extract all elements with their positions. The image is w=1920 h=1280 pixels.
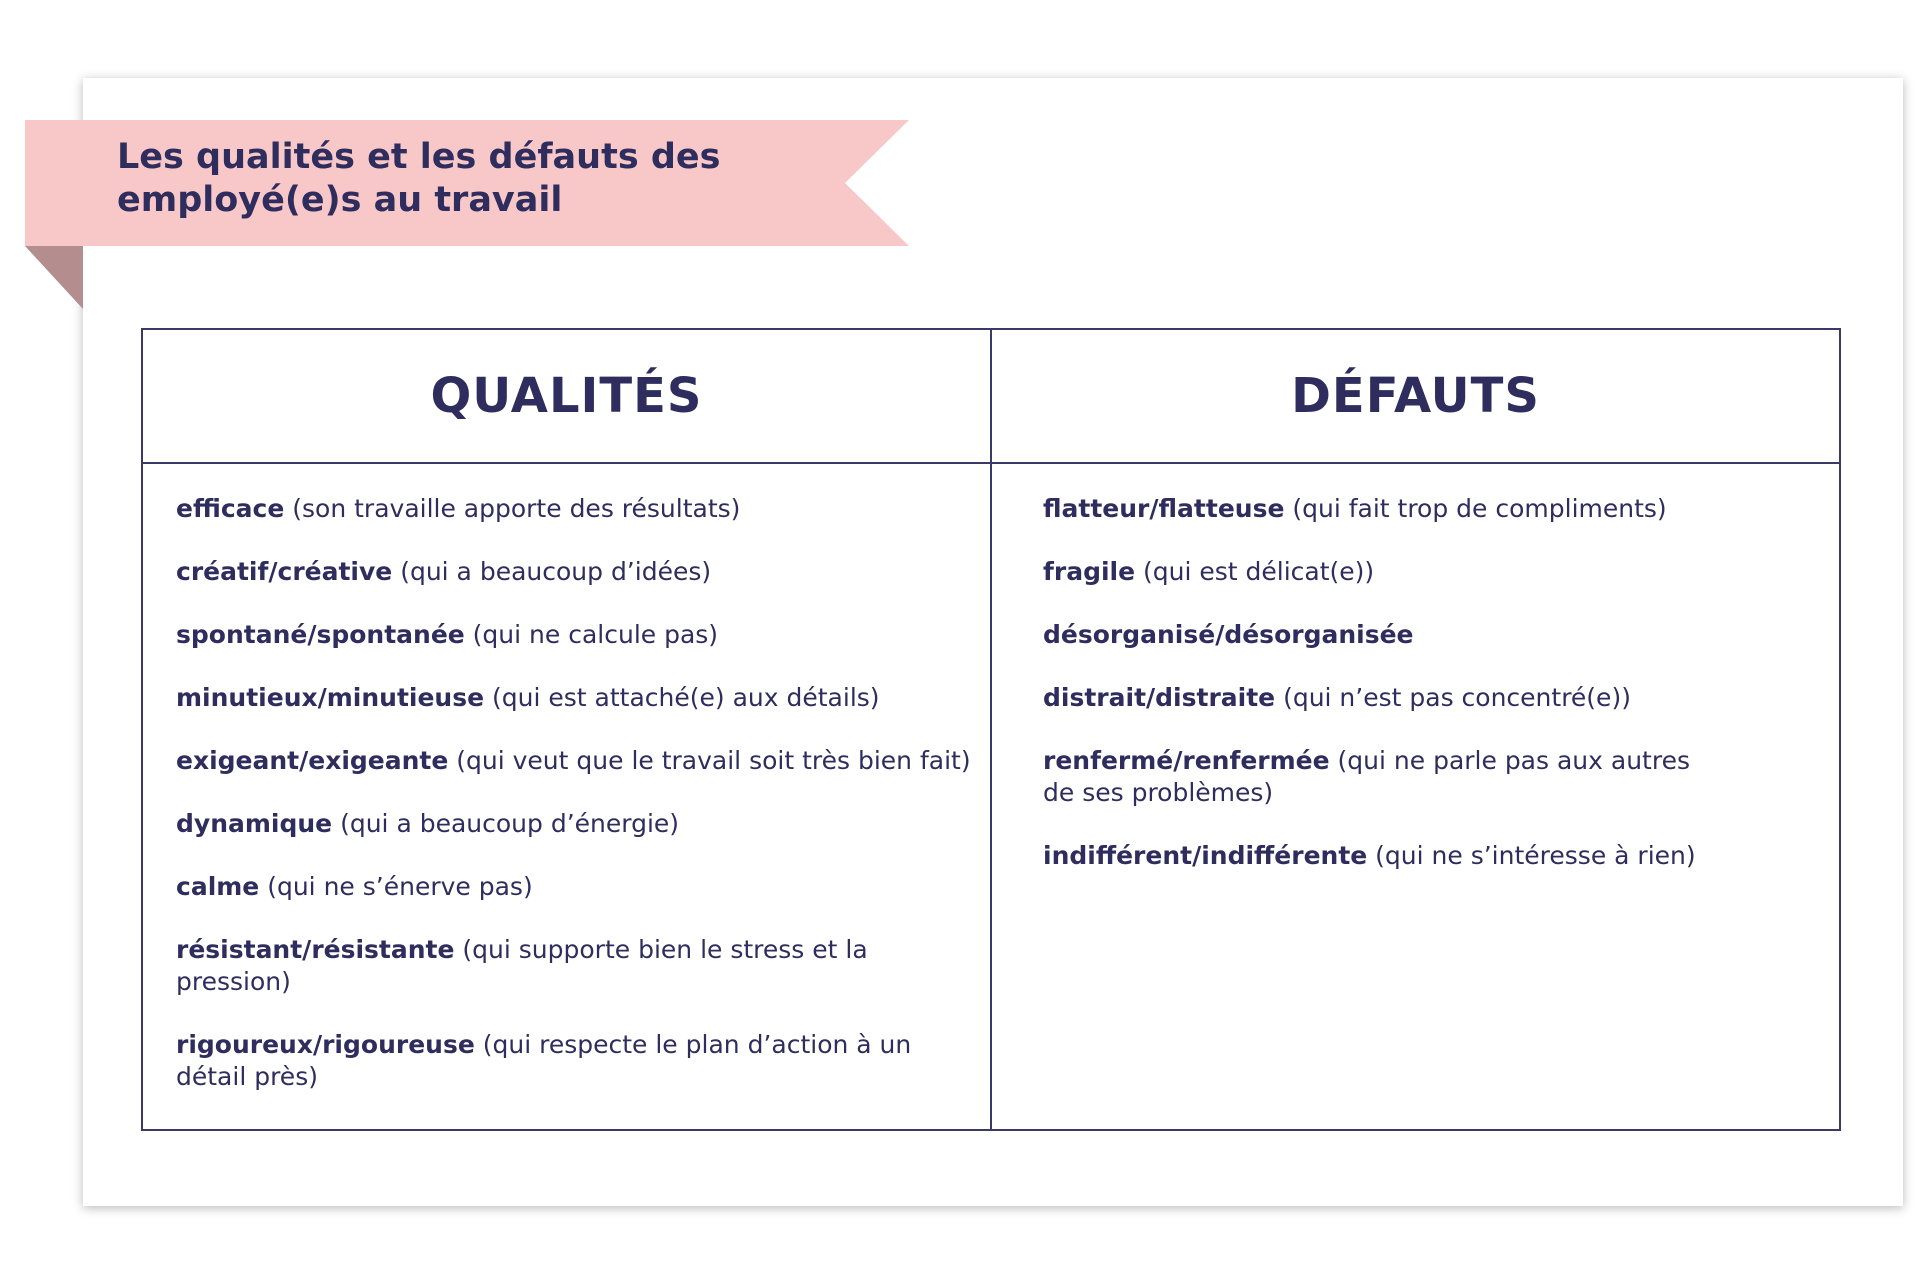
entry-description: (qui a beaucoup d’idées) — [392, 557, 712, 586]
title-ribbon — [25, 120, 909, 246]
list-item — [176, 682, 982, 714]
entry-term: calme — [176, 872, 260, 901]
qualities-header: QUALITÉS — [143, 330, 992, 464]
entry-term: flatteur/flatteuse — [1043, 494, 1285, 523]
entry-description: (qui ne s’énerve pas) — [259, 872, 533, 901]
entry-description: (qui fait trop de compliments) — [1284, 494, 1667, 523]
entry-description: (son travaille apporte des résultats) — [284, 494, 741, 523]
entry-term: résistant/résistante — [176, 935, 455, 964]
list-item — [176, 808, 982, 840]
list-item — [176, 745, 982, 777]
list-item — [176, 934, 982, 998]
list-item — [1043, 556, 1699, 588]
list-item — [1043, 745, 1699, 809]
qualities-list — [143, 464, 992, 1129]
list-item — [176, 619, 982, 651]
entry-description: (qui ne parle pas aux autres de ses problèmes) — [1043, 746, 1690, 807]
entry-term: spontané/spontanée — [176, 620, 465, 649]
entry-term: rigoureux/rigoureuse — [176, 1030, 475, 1059]
entry-term: efficace — [176, 494, 285, 523]
entry-term: distrait/distraite — [1043, 683, 1276, 712]
list-item — [1043, 682, 1699, 714]
entry-term: indifférent/indifférente — [1043, 841, 1368, 870]
entry-description: (qui n’est pas concentré(e)) — [1275, 683, 1631, 712]
entry-description: (qui ne s’intéresse à rien) — [1367, 841, 1696, 870]
list-item — [176, 871, 982, 903]
entry-description: (qui a beaucoup d’énergie) — [332, 809, 680, 838]
entry-description: (qui supporte bien le stress et la pression) — [176, 935, 868, 996]
entry-term: fragile — [1043, 557, 1136, 586]
list-item — [1043, 619, 1699, 651]
entry-term: créatif/créative — [176, 557, 393, 586]
entry-term: désorganisé/désorganisée — [1043, 620, 1414, 649]
entry-term: dynamique — [176, 809, 333, 838]
list-item — [176, 556, 982, 588]
entry-description: (qui est délicat(e)) — [1135, 557, 1375, 586]
qualities-defects-table — [141, 328, 1841, 1131]
defects-list — [992, 464, 1839, 1129]
entry-description: (qui respecte le plan d’action à un détail près) — [176, 1030, 912, 1091]
entry-term: exigeant/exigeante — [176, 746, 449, 775]
list-item — [176, 493, 982, 525]
defects-header: DÉFAUTS — [992, 330, 1839, 464]
page-title: Les qualités et les défauts des employé(e)s au travail — [117, 137, 721, 220]
ribbon-fold — [25, 246, 83, 309]
entry-description: (qui ne calcule pas) — [464, 620, 719, 649]
list-item — [1043, 493, 1699, 525]
entry-description: (qui est attaché(e) aux détails) — [484, 683, 880, 712]
entry-term: renfermé/renfermée — [1043, 746, 1330, 775]
entry-description: (qui veut que le travail soit très bien fait) — [448, 746, 971, 775]
entry-term: minutieux/minutieuse — [176, 683, 485, 712]
list-item — [1043, 840, 1699, 872]
list-item — [176, 1029, 982, 1093]
